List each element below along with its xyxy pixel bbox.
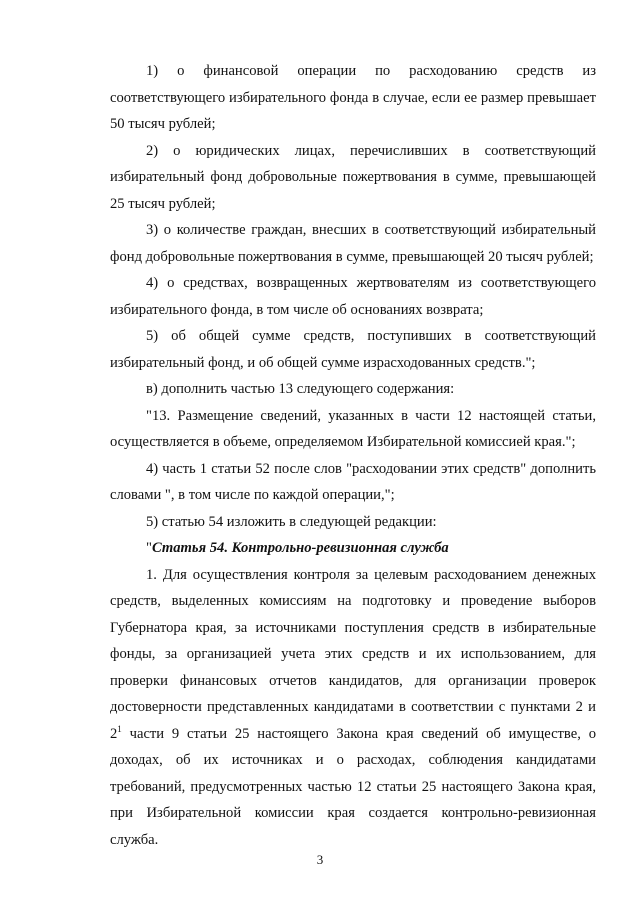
paragraph-item-5: 5) об общей сумме средств, поступивших в соответствующий избирательный фонд, и об общей сумме израсходованных средств."; [110,328,596,371]
article-heading [110,535,596,562]
paragraph-item-2: 2) о юридических лицах, перечисливших в соответствующий избирательный фонд добровольные пожертвования в сумме, превышающей 25 тысяч рублей; [110,142,596,212]
paragraph-item-1: 1) о финансовой операции по расходованию средств из соответствующего избирательного фонда в случае, если ее размер превышает 50 тысяч рублей; [110,63,596,132]
article-paragraph-text-end: части 9 статьи 25 настоящего Закона края сведений об имуществе, о доходах, об их источниках и о расходах, соблюдения кандидатами требований, предусмотренных частью 12 статьи 25 настоящего Закона края, при Избирательной комиссии края создается контрольно-ревизионная служба. [110,725,596,848]
page-number: 3 [316,852,324,867]
article-paragraph-1 [110,562,596,854]
superscript-index: 1 [117,723,122,734]
article-paragraph-text-start: 1. Для осуществления контроля за целевым расходованием денежных средств, выделенных комиссиям на подготовку и проведение выборов Губернатора края, за источниками поступления средств в избирательные фонды, за организацией учета этих средств и их использованием, для проверки финансовых отчетов кандидатов, для организации проверок достоверности представленных кандидатами в соответствии с пунктами 2 и 2 [110,566,596,742]
article-heading-title: Статья 54. Контрольно-ревизионная служба [151,540,449,556]
paragraph-subitem-v: в) дополнить частью 13 следующего содержания: [146,381,455,397]
paragraph-item-4: 4) о средствах, возвращенных жертвователям из соответствующего избирательного фонда, в том числе об основаниях возврата; [110,275,596,318]
paragraph-amend-54: 5) статью 54 изложить в следующей редакции: [146,513,437,530]
paragraph-item-3: 3) о количестве граждан, внесших в соответствующий избирательный фонд добровольные пожертвования в сумме, превышающей 20 тысяч рублей; [110,222,596,265]
article-heading-quote: " [146,540,152,556]
document-body [110,58,596,853]
paragraph-amend-52: 4) часть 1 статьи 52 после слов "расходовании этих средств" дополнить словами ", в том числе по каждой операции,"; [110,460,596,503]
paragraph-part-13: "13. Размещение сведений, указанных в части 12 настоящей статьи, осуществляется в объеме, определяемом Избирательной комиссией края."; [110,407,596,450]
